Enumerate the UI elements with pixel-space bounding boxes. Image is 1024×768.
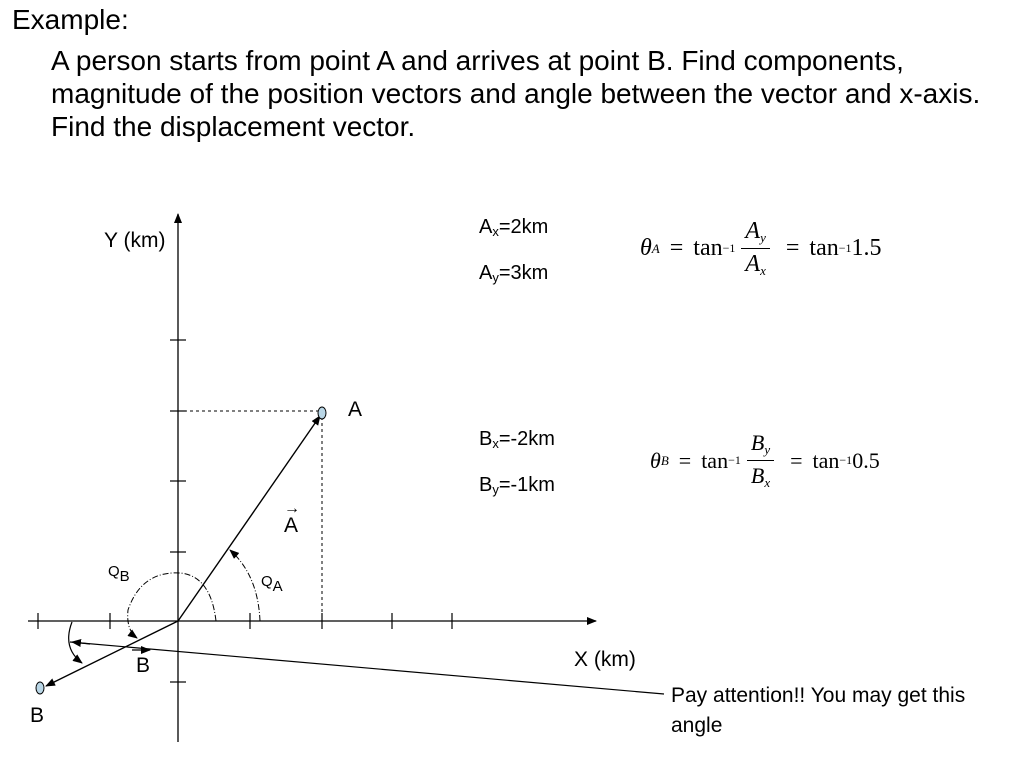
component-ay: $A_y=3km$ — [479, 262, 549, 285]
example-heading: Example: — [12, 4, 129, 35]
theta-a-fraction: $\frac{A_y}{A_x}$ — [741, 218, 769, 279]
vector-b — [46, 621, 178, 686]
component-by: $B_y=-1km$ — [479, 474, 555, 497]
vector-arrow-icon: → — [284, 500, 300, 517]
theta-b-equation: θ B = tan −1 $\frac{B_y}{B_x}$ = tan −1 0.5 — [650, 430, 880, 490]
point-b-marker — [36, 682, 44, 694]
component-ax: $A_x=2km$ — [479, 216, 549, 239]
angle-qa-label: $Q_A$ — [261, 573, 283, 595]
point-a-marker — [318, 407, 326, 419]
angle-qb-label: $Q_B$ — [108, 563, 130, 585]
problem-statement: A person starts from point A and arrives at point B. Find components, magnitude of the position vectors and angle between the vector and x-axis. Find the displacement vector. — [51, 45, 981, 142]
point-b-label: B — [30, 704, 45, 727]
vector-a-label: → A — [284, 500, 300, 537]
theta-b-fraction: $\frac{B_y}{B_x}$ — [747, 430, 774, 491]
attention-note: Pay attention!! You may get this angle — [671, 684, 966, 737]
component-bx: $B_x=-2km$ — [479, 428, 555, 451]
theta-a-equation: θ A = tan −1 $\frac{A_y}{A_x}$ = tan −1 1.5 — [640, 218, 882, 278]
point-a-label: A — [348, 398, 363, 421]
angle-qb-arc — [128, 573, 216, 638]
vector-b-label: B — [136, 654, 151, 677]
vector-a — [178, 416, 320, 621]
angle-qa-arc — [230, 550, 260, 621]
x-axis-label: X (km) — [574, 648, 636, 671]
y-axis-label: Y (km) — [104, 229, 166, 252]
